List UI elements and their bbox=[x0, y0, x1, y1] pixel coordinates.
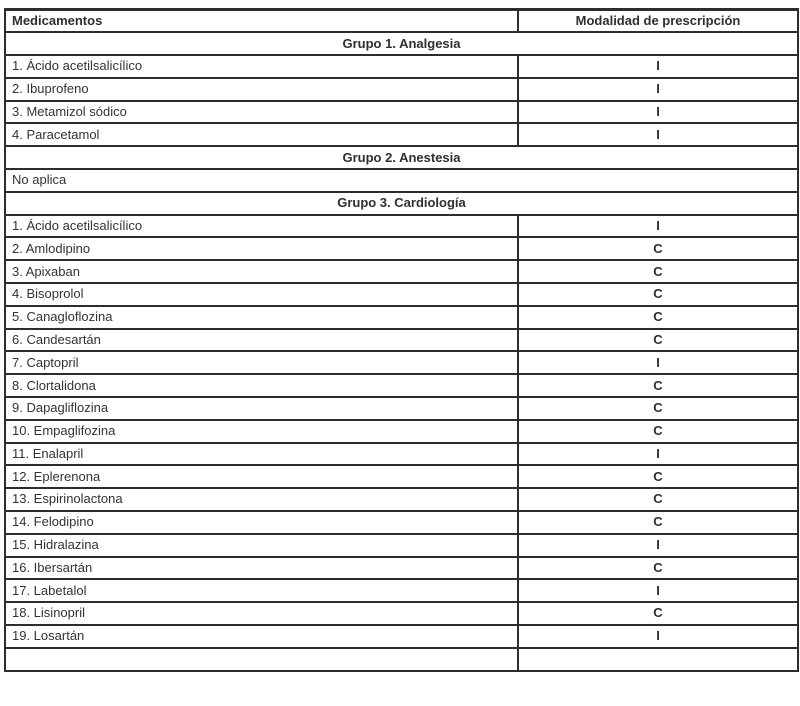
prescription-modality-value: I bbox=[518, 78, 798, 101]
medication-name: 1. Ácido acetilsalicílico bbox=[5, 215, 518, 238]
table-row bbox=[5, 602, 798, 625]
table-row bbox=[5, 443, 798, 466]
group-header-row bbox=[5, 146, 798, 169]
prescription-modality-value: I bbox=[518, 534, 798, 557]
medication-name: 4. Paracetamol bbox=[5, 123, 518, 146]
table-body bbox=[5, 32, 798, 670]
prescription-modality-value: I bbox=[518, 215, 798, 238]
table-row bbox=[5, 283, 798, 306]
table-row bbox=[5, 215, 798, 238]
prescription-modality-value: C bbox=[518, 602, 798, 625]
table-row bbox=[5, 579, 798, 602]
medication-name: 16. Ibersartán bbox=[5, 557, 518, 580]
table-row bbox=[5, 101, 798, 124]
prescription-modality-value: I bbox=[518, 55, 798, 78]
medication-name: 6. Candesartán bbox=[5, 329, 518, 352]
medication-name: 12. Eplerenona bbox=[5, 465, 518, 488]
prescription-modality-value: I bbox=[518, 579, 798, 602]
medication-name: 4. Bisoprolol bbox=[5, 283, 518, 306]
medication-name: 11. Enalapril bbox=[5, 443, 518, 466]
prescription-modality-value: C bbox=[518, 283, 798, 306]
note-row bbox=[5, 169, 798, 192]
column-header-medicamentos: Medicamentos bbox=[5, 10, 518, 33]
prescription-modality-value: C bbox=[518, 511, 798, 534]
group-header-row bbox=[5, 192, 798, 215]
table-row bbox=[5, 260, 798, 283]
prescription-modality-value: C bbox=[518, 420, 798, 443]
prescription-modality-value: C bbox=[518, 397, 798, 420]
table-row bbox=[5, 397, 798, 420]
table-row bbox=[5, 511, 798, 534]
group-header-label: Grupo 2. Anestesia bbox=[5, 146, 798, 169]
medication-name: 15. Hidralazina bbox=[5, 534, 518, 557]
prescription-modality-value: I bbox=[518, 101, 798, 124]
prescription-modality-value: I bbox=[518, 351, 798, 374]
medication-name: 17. Labetalol bbox=[5, 579, 518, 602]
group-header-label: Grupo 3. Cardiología bbox=[5, 192, 798, 215]
medication-name: 8. Clortalidona bbox=[5, 374, 518, 397]
medication-name: 2. Ibuprofeno bbox=[5, 78, 518, 101]
prescription-modality-value: C bbox=[518, 329, 798, 352]
prescription-modality-value: C bbox=[518, 465, 798, 488]
prescription-modality-value: C bbox=[518, 237, 798, 260]
table-row bbox=[5, 78, 798, 101]
prescription-modality-value: C bbox=[518, 557, 798, 580]
table-row bbox=[5, 351, 798, 374]
medication-name: 5. Canagloflozina bbox=[5, 306, 518, 329]
prescription-modality-value: I bbox=[518, 123, 798, 146]
medication-name: 14. Felodipino bbox=[5, 511, 518, 534]
table-row bbox=[5, 488, 798, 511]
prescription-modality-value: C bbox=[518, 374, 798, 397]
medication-name: 1. Ácido acetilsalicílico bbox=[5, 55, 518, 78]
table-row bbox=[5, 237, 798, 260]
medication-name: 9. Dapagliflozina bbox=[5, 397, 518, 420]
table-row-partial bbox=[5, 648, 798, 671]
prescription-modality-value: I bbox=[518, 625, 798, 648]
table-header-row bbox=[5, 10, 798, 33]
prescription-modality-value: C bbox=[518, 260, 798, 283]
table-row bbox=[5, 465, 798, 488]
table-row bbox=[5, 625, 798, 648]
table-row bbox=[5, 420, 798, 443]
note-label: No aplica bbox=[5, 169, 798, 192]
medication-name: 13. Espirinolactona bbox=[5, 488, 518, 511]
medication-name: 7. Captopril bbox=[5, 351, 518, 374]
column-header-modalidad: Modalidad de prescripción bbox=[518, 10, 798, 33]
medication-name: 18. Lisinopril bbox=[5, 602, 518, 625]
medication-name bbox=[5, 648, 518, 671]
group-header-label: Grupo 1. Analgesia bbox=[5, 32, 798, 55]
table-row bbox=[5, 557, 798, 580]
table-row bbox=[5, 534, 798, 557]
medication-name: 10. Empaglifozina bbox=[5, 420, 518, 443]
table-row bbox=[5, 306, 798, 329]
table-row bbox=[5, 374, 798, 397]
table-row bbox=[5, 329, 798, 352]
medication-name: 3. Apixaban bbox=[5, 260, 518, 283]
prescription-modality-value: I bbox=[518, 443, 798, 466]
prescription-modality-value bbox=[518, 648, 798, 671]
medication-name: 3. Metamizol sódico bbox=[5, 101, 518, 124]
medication-name: 19. Losartán bbox=[5, 625, 518, 648]
prescription-modality-value: C bbox=[518, 488, 798, 511]
table-row bbox=[5, 123, 798, 146]
medication-name: 2. Amlodipino bbox=[5, 237, 518, 260]
prescription-modality-value: C bbox=[518, 306, 798, 329]
medication-prescription-table bbox=[4, 8, 799, 672]
group-header-row bbox=[5, 32, 798, 55]
table-row bbox=[5, 55, 798, 78]
